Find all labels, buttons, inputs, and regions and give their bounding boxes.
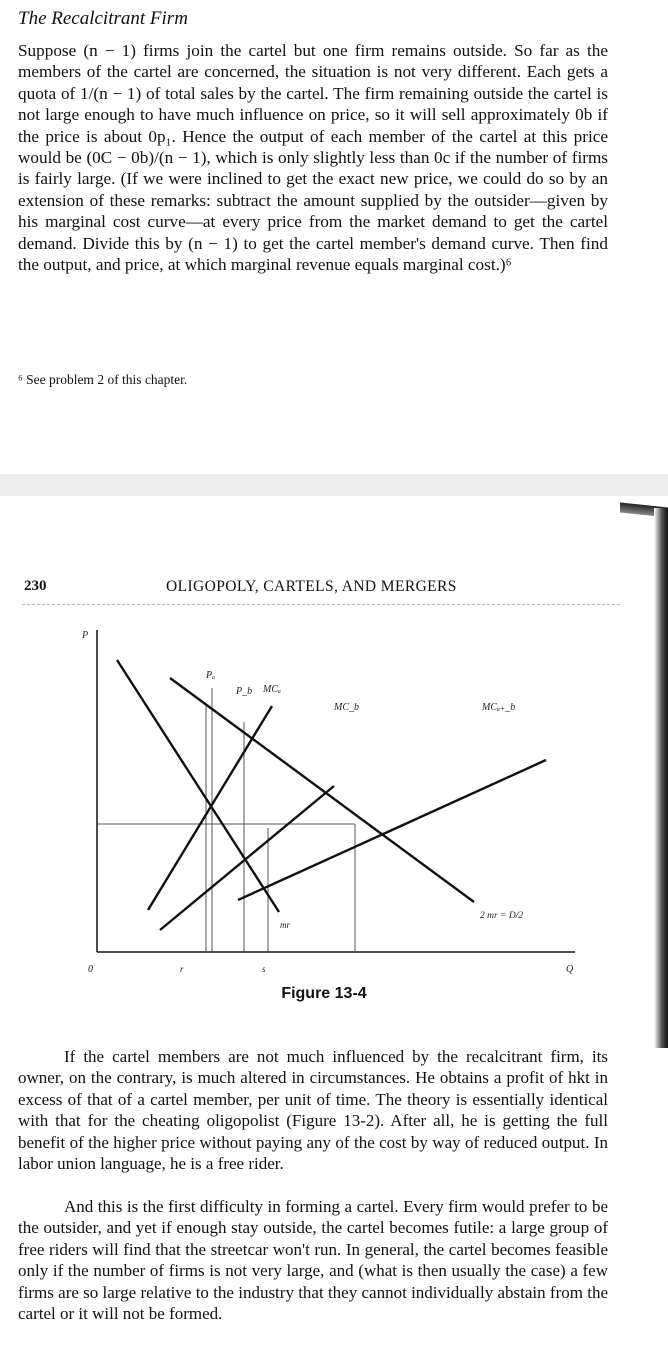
page-divider bbox=[0, 474, 668, 496]
running-head: OLIGOPOLY, CARTELS, AND MERGERS bbox=[166, 578, 457, 595]
label-pa: Pₐ bbox=[206, 670, 216, 681]
page-number: 230 bbox=[24, 578, 47, 594]
section-title: The Recalcitrant Firm bbox=[18, 8, 188, 29]
label-origin: 0 bbox=[88, 964, 93, 975]
paragraph-2: If the cartel members are not much influenced by the recalcitrant firm, its owner, on the contrary, is much altered in circumstances. He obtains a profit of hkt in excess of that of a cartel member, per unit of time. The theory is essentially identical with that for the cheating oligopolist (Figure 13-2). After all, he is getting the full benefit of the higher price without paying any of the cost by way of reduced output. In labor union language, he is a free rider. bbox=[18, 1047, 608, 1174]
mcab-curve bbox=[238, 760, 546, 900]
label-mcb: MC_b bbox=[334, 702, 359, 713]
label-r: r bbox=[180, 964, 184, 974]
figure-caption: Figure 13-4 bbox=[281, 985, 367, 1002]
mcb-curve bbox=[160, 786, 334, 930]
label-s: s bbox=[262, 964, 266, 974]
header-rule bbox=[22, 604, 620, 605]
label-mcab: MCₐ₊_b bbox=[482, 702, 516, 713]
paragraph-3: And this is the first difficulty in forming a cartel. Every firm would prefer to be the outsider, and yet if enough stay outside, the cartel becomes futile: a large group of free riders will find that the streetcar won't run. In general, the cartel becomes feasible only if the number of firms is not very large, and (what is then usually the case) a few firms are so large relative to the industry that they cannot individually abstain from the cartel or it will not be formed. bbox=[18, 1197, 608, 1324]
label-pb: P_b bbox=[236, 686, 253, 697]
figure-13-4 bbox=[0, 610, 668, 980]
paragraph-1: Suppose (n − 1) firms join the cartel but one firm remains outside. So far as the members of the cartel are concerned, the situation is not very different. Each gets a quota of 1/(n − 1) of total sales by the cartel. The firm remaining outside the cartel is not large enough to have much influence on price, so it will sell approximately 0b if the price is about 0p₁. Hence the output of each member of the cartel at this price would be (0C − 0b)/(n − 1), which is only slightly less than 0c if the number of firms is fairly large. (If we were inclined to get the exact new price, we could do so by an extension of these remarks: subtract the amount supplied by the outsider—given by his marginal cost curve—at every price from the market demand to get the cartel demand. Divide this by (n − 1) to get the cartel member's demand curve. Then find the output, and price, at which marginal revenue equals marginal cost.)⁶ bbox=[18, 41, 608, 275]
label-x-axis: Q bbox=[566, 964, 574, 975]
footnote: ⁶ See problem 2 of this chapter. bbox=[18, 372, 188, 387]
label-mca: MCₐ bbox=[263, 684, 281, 695]
label-2mr: 2 mr = D/2 bbox=[480, 911, 524, 921]
label-mr: mr bbox=[280, 920, 291, 930]
label-y-axis: P bbox=[82, 630, 89, 641]
mr-curve bbox=[170, 678, 474, 902]
